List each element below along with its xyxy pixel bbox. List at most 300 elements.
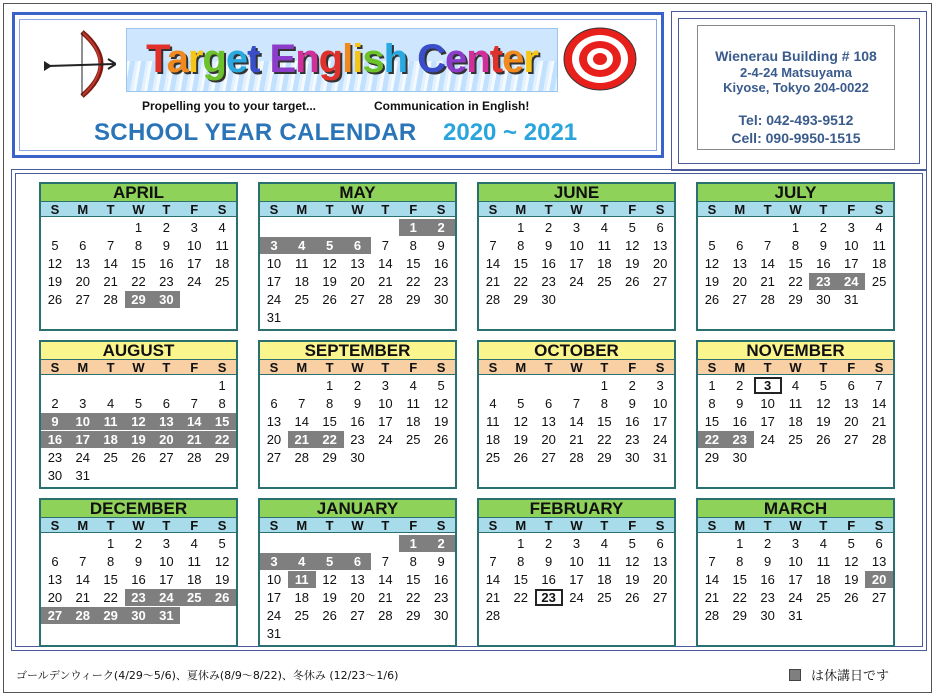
weekday-label: S — [217, 360, 227, 375]
week-row — [260, 255, 455, 273]
day-cell: 21 — [378, 590, 393, 605]
empty-cell — [152, 377, 180, 394]
day-cell: 19 — [322, 274, 337, 289]
day-cell: 25 — [816, 590, 831, 605]
month-name: APRIL — [41, 184, 236, 202]
day-cell: 17 — [159, 572, 174, 587]
day-cell: 16 — [624, 414, 640, 429]
week-row — [260, 571, 455, 589]
week-row — [479, 237, 674, 255]
empty-cell — [479, 467, 507, 484]
day-cell: 31 — [266, 310, 282, 325]
empty-cell — [208, 467, 236, 484]
day-cell: 12 — [214, 554, 230, 569]
weeks — [479, 375, 674, 487]
day-cell: 20 — [865, 571, 893, 588]
weekday-label: W — [570, 518, 583, 533]
month-september — [258, 340, 457, 489]
week-row — [479, 553, 674, 571]
day-cell: 9 — [628, 396, 636, 411]
day-cell: 19 — [624, 572, 640, 587]
week-row — [479, 377, 674, 395]
day-cell: 22 — [698, 431, 726, 448]
address-line-1: Wienerau Building # 108 — [715, 48, 877, 64]
day-cell: 26 — [47, 292, 63, 307]
day-cell: 21 — [288, 431, 316, 448]
day-cell: 27 — [871, 590, 887, 605]
day-cell: 15 — [405, 572, 421, 587]
day-cell: 18 — [485, 432, 501, 447]
day-cell: 18 — [597, 256, 612, 271]
weekday-label: S — [50, 360, 60, 375]
day-cell: 19 — [214, 572, 230, 587]
day-cell: 6 — [875, 536, 883, 551]
day-cell: 6 — [656, 536, 664, 551]
day-cell: 13 — [266, 414, 282, 429]
day-cell: 25 — [294, 608, 310, 623]
day-cell: 5 — [628, 220, 636, 235]
weekday-label: T — [381, 360, 390, 375]
weeks — [41, 375, 236, 487]
week-row — [41, 449, 236, 467]
month-april — [39, 182, 238, 331]
day-cell: 14 — [378, 256, 393, 271]
day-cell: 11 — [816, 554, 831, 569]
week-row — [698, 395, 893, 413]
day-cell: 26 — [624, 590, 640, 605]
month-name: MAY — [260, 184, 455, 202]
empty-cell — [41, 309, 69, 326]
weekday-label: F — [190, 518, 199, 533]
day-cell: 25 — [871, 274, 887, 289]
empty-cell — [152, 625, 180, 642]
day-cell: 6 — [847, 378, 855, 393]
day-cell: 29 — [788, 292, 803, 307]
month-february — [477, 498, 676, 647]
day-cell: 13 — [47, 572, 63, 587]
day-cell: 22 — [316, 431, 344, 448]
week-row — [41, 255, 236, 273]
weekday-label: S — [707, 360, 717, 375]
weekday-header-row — [698, 360, 893, 375]
day-cell: 2 — [736, 378, 744, 393]
day-cell: 21 — [871, 414, 887, 429]
empty-cell — [646, 309, 674, 326]
day-cell: 12 — [624, 554, 640, 569]
weekday-label: M — [296, 360, 308, 375]
empty-cell — [726, 219, 754, 236]
weekday-label: S — [436, 518, 446, 533]
day-cell: 5 — [218, 536, 226, 551]
empty-cell — [97, 219, 125, 236]
empty-cell — [865, 309, 893, 326]
empty-cell — [399, 625, 427, 642]
day-cell: 23 — [47, 450, 63, 465]
day-cell: 9 — [134, 554, 143, 569]
day-cell: 26 — [704, 292, 720, 307]
empty-cell — [865, 607, 893, 624]
weekday-label: S — [269, 518, 279, 533]
empty-cell — [344, 309, 372, 326]
week-row — [479, 273, 674, 291]
day-cell: 16 — [816, 256, 831, 271]
day-cell: 11 — [872, 238, 886, 253]
day-cell: 14 — [103, 256, 118, 271]
empty-cell — [125, 625, 153, 642]
day-cell: 6 — [545, 396, 553, 411]
day-cell: 5 — [134, 396, 143, 411]
day-cell: 10 — [266, 256, 282, 271]
weekday-label: S — [655, 360, 665, 375]
day-cell: 6 — [51, 554, 59, 569]
day-cell: 29 — [405, 292, 421, 307]
week-row — [698, 589, 893, 607]
day-cell: 19 — [513, 432, 529, 447]
day-cell: 1 — [517, 536, 525, 551]
empty-cell — [41, 535, 69, 552]
day-cell: 8 — [791, 238, 800, 253]
day-cell: 5 — [51, 238, 59, 253]
day-cell: 26 — [208, 589, 236, 606]
day-cell: 4 — [190, 536, 198, 551]
weekday-label: T — [325, 360, 334, 375]
week-row — [41, 571, 236, 589]
empty-cell — [837, 309, 865, 326]
week-row — [260, 273, 455, 291]
day-cell: 29 — [322, 450, 337, 465]
day-cell: 7 — [764, 238, 772, 253]
weekday-header-row — [41, 202, 236, 217]
weekday-label: M — [77, 202, 89, 217]
day-cell: 27 — [266, 450, 282, 465]
day-cell: 13 — [652, 554, 668, 569]
day-cell: 8 — [326, 396, 334, 411]
day-cell: 21 — [180, 431, 208, 448]
empty-cell — [479, 309, 507, 326]
day-cell: 30 — [433, 292, 449, 307]
weekday-label: S — [874, 202, 884, 217]
empty-cell — [535, 467, 563, 484]
weekday-label: W — [132, 202, 145, 217]
weeks — [260, 217, 455, 329]
day-cell: 3 — [572, 220, 581, 235]
weekday-label: S — [488, 360, 498, 375]
day-cell: 8 — [409, 238, 417, 253]
day-cell: 17 — [652, 414, 668, 429]
day-cell: 18 — [405, 414, 421, 429]
week-row — [479, 571, 674, 589]
day-cell: 9 — [819, 238, 827, 253]
day-cell: 20 — [350, 590, 365, 605]
weekday-label: F — [847, 518, 856, 533]
day-cell: 28 — [186, 450, 202, 465]
empty-cell — [535, 625, 563, 642]
day-cell: 14 — [485, 572, 501, 587]
day-cell: 1 — [791, 220, 800, 235]
day-cell: 19 — [816, 414, 831, 429]
day-cell: 3 — [260, 553, 288, 570]
empty-cell — [837, 467, 865, 484]
day-cell: 11 — [597, 554, 612, 569]
empty-cell — [809, 309, 837, 326]
day-cell: 21 — [485, 274, 501, 289]
empty-cell — [590, 309, 618, 326]
empty-cell — [125, 377, 153, 394]
empty-cell — [97, 467, 125, 484]
day-cell: 8 — [517, 554, 525, 569]
month-name: SEPTEMBER — [260, 342, 455, 360]
day-cell: 19 — [843, 572, 859, 587]
day-cell: 28 — [378, 292, 393, 307]
weekday-label: F — [409, 360, 418, 375]
empty-cell — [180, 607, 208, 624]
day-cell: 20 — [152, 431, 180, 448]
weekday-label: F — [628, 518, 637, 533]
empty-cell — [69, 535, 97, 552]
day-cell: 12 — [624, 238, 640, 253]
week-row — [479, 467, 674, 485]
week-row — [698, 535, 893, 553]
week-row — [479, 413, 674, 431]
day-cell: 23 — [760, 590, 775, 605]
month-name: JULY — [698, 184, 893, 202]
empty-cell — [288, 467, 316, 484]
weekday-header-row — [479, 202, 674, 217]
day-cell: 2 — [628, 378, 636, 393]
day-cell: 3 — [847, 220, 855, 235]
empty-cell — [726, 625, 754, 642]
day-cell: 14 — [378, 572, 393, 587]
empty-cell — [399, 309, 427, 326]
day-cell: 29 — [97, 607, 125, 624]
day-cell: 3 — [754, 377, 782, 394]
day-cell: 2 — [545, 220, 553, 235]
empty-cell — [698, 625, 726, 642]
day-cell: 27 — [350, 292, 365, 307]
weeks — [479, 217, 674, 329]
day-cell: 29 — [214, 450, 230, 465]
weekday-label: M — [734, 202, 746, 217]
weekday-label: W — [570, 202, 583, 217]
day-cell: 9 — [162, 238, 170, 253]
day-cell: 24 — [75, 450, 91, 465]
empty-cell — [288, 625, 316, 642]
day-cell: 24 — [837, 273, 865, 290]
day-cell: 30 — [125, 607, 153, 624]
empty-cell — [646, 467, 674, 484]
week-row — [698, 571, 893, 589]
empty-cell — [288, 377, 316, 394]
empty-cell — [507, 309, 535, 326]
day-cell: 3 — [260, 237, 288, 254]
empty-cell — [180, 625, 208, 642]
legend — [789, 665, 889, 684]
week-row — [260, 553, 455, 571]
day-cell: 29 — [704, 450, 720, 465]
empty-cell — [782, 625, 810, 642]
weekday-label: F — [847, 360, 856, 375]
empty-cell — [479, 625, 507, 642]
holiday-swatch-icon — [789, 669, 801, 681]
empty-cell — [69, 219, 97, 236]
week-row — [260, 413, 455, 431]
weekday-label: M — [296, 202, 308, 217]
day-cell: 16 — [433, 256, 449, 271]
day-cell: 7 — [381, 238, 389, 253]
day-cell: 29 — [732, 608, 748, 623]
weekday-label: T — [381, 518, 390, 533]
day-cell: 19 — [704, 274, 720, 289]
weekday-label: T — [819, 518, 828, 533]
day-cell: 15 — [208, 413, 236, 430]
weekday-label: S — [874, 360, 884, 375]
day-cell: 4 — [489, 396, 497, 411]
day-cell: 28 — [704, 608, 720, 623]
week-row — [260, 291, 455, 309]
week-row — [41, 607, 236, 625]
address-line-2: 2-4-24 Matsuyama — [740, 65, 852, 80]
day-cell: 29 — [597, 450, 612, 465]
empty-cell — [535, 377, 563, 394]
week-row — [479, 219, 674, 237]
week-row — [479, 309, 674, 327]
day-cell: 18 — [294, 590, 310, 605]
day-cell: 1 — [517, 220, 525, 235]
day-cell: 24 — [788, 590, 803, 605]
day-cell: 9 — [545, 238, 553, 253]
weekday-label: S — [50, 202, 60, 217]
empty-cell — [754, 309, 782, 326]
week-row — [698, 237, 893, 255]
day-cell: 16 — [541, 256, 556, 271]
week-row — [479, 607, 674, 625]
day-cell: 12 — [433, 396, 449, 411]
weekday-label: T — [162, 360, 171, 375]
day-cell: 25 — [485, 450, 501, 465]
empty-cell — [563, 377, 591, 394]
day-cell: 11 — [406, 396, 420, 411]
weekday-label: T — [325, 202, 334, 217]
day-cell: 10 — [652, 396, 668, 411]
empty-cell — [344, 219, 372, 236]
weekday-label: M — [515, 202, 527, 217]
week-row — [260, 377, 455, 395]
day-cell: 30 — [760, 608, 775, 623]
weekday-label: F — [190, 360, 199, 375]
month-name: JANUARY — [260, 500, 455, 518]
weekday-header-row — [260, 518, 455, 533]
day-cell: 15 — [704, 414, 720, 429]
empty-cell — [646, 607, 674, 624]
day-cell: 3 — [190, 220, 198, 235]
day-cell: 8 — [107, 554, 115, 569]
empty-cell — [782, 309, 810, 326]
weekday-header-row — [479, 360, 674, 375]
day-cell: 25 — [214, 274, 230, 289]
weekday-label: T — [381, 202, 390, 217]
day-cell: 17 — [843, 256, 859, 271]
day-cell: 23 — [535, 589, 563, 606]
empty-cell — [563, 607, 591, 624]
holiday-note: ゴールデンウィーク(4/29～5/6)、夏休み(8/9～8/22)、冬休み (12/23～1/6) — [16, 669, 399, 682]
day-cell: 1 — [399, 535, 427, 552]
day-cell: 9 — [437, 554, 445, 569]
day-cell: 4 — [288, 237, 316, 254]
empty-cell — [754, 449, 782, 466]
day-cell: 16 — [350, 414, 365, 429]
empty-cell — [726, 309, 754, 326]
weekday-label: T — [600, 518, 609, 533]
empty-cell — [69, 625, 97, 642]
weekday-label: T — [106, 202, 115, 217]
day-cell: 19 — [47, 274, 63, 289]
day-cell: 23 — [433, 590, 449, 605]
weekday-label: W — [570, 360, 583, 375]
day-cell: 23 — [350, 432, 365, 447]
day-cell: 21 — [75, 590, 91, 605]
day-cell: 17 — [569, 572, 584, 587]
day-cell: 21 — [103, 274, 118, 289]
empty-cell — [507, 607, 535, 624]
month-january — [258, 498, 457, 647]
day-cell: 21 — [485, 590, 501, 605]
empty-cell — [288, 309, 316, 326]
day-cell: 29 — [405, 608, 421, 623]
weekday-label: F — [409, 518, 418, 533]
empty-cell — [371, 219, 399, 236]
day-cell: 10 — [788, 554, 803, 569]
weekday-label: F — [628, 360, 637, 375]
weekday-header-row — [698, 202, 893, 217]
day-cell: 4 — [409, 378, 417, 393]
month-december — [39, 498, 238, 647]
empty-cell — [371, 467, 399, 484]
day-cell: 13 — [75, 256, 91, 271]
weekday-label: T — [106, 360, 115, 375]
day-cell: 4 — [600, 220, 608, 235]
weekday-label: T — [600, 202, 609, 217]
day-cell: 20 — [843, 414, 859, 429]
empty-cell — [41, 219, 69, 236]
empty-cell — [837, 625, 865, 642]
day-cell: 16 — [159, 256, 174, 271]
weeks — [698, 533, 893, 645]
day-cell: 28 — [294, 450, 310, 465]
day-cell: 8 — [708, 396, 716, 411]
day-cell: 17 — [186, 256, 202, 271]
week-row — [698, 449, 893, 467]
weekday-label: T — [600, 360, 609, 375]
day-cell: 19 — [125, 431, 153, 448]
day-cell: 18 — [816, 572, 831, 587]
day-cell: 4 — [107, 396, 115, 411]
weeks — [260, 533, 455, 645]
day-cell: 17 — [760, 414, 775, 429]
empty-cell — [754, 467, 782, 484]
day-cell: 31 — [75, 468, 91, 483]
day-cell: 26 — [433, 432, 449, 447]
day-cell: 2 — [427, 219, 455, 236]
empty-cell — [563, 309, 591, 326]
day-cell: 27 — [350, 608, 365, 623]
week-row — [260, 237, 455, 255]
day-cell: 25 — [788, 432, 803, 447]
week-row — [698, 553, 893, 571]
day-cell: 23 — [125, 589, 153, 606]
week-row — [41, 625, 236, 643]
day-cell: 20 — [266, 432, 282, 447]
empty-cell — [535, 607, 563, 624]
